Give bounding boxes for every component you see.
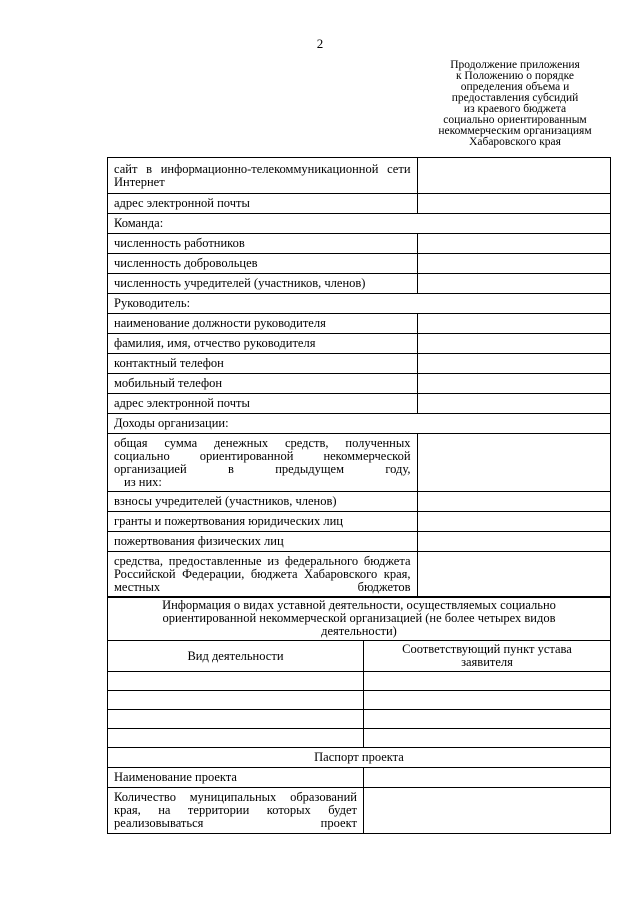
appendix-line: определения объема и (460, 81, 570, 93)
table-row (108, 672, 611, 691)
row-label-founder-fees: взносы учредителей (участников, членов) (108, 492, 418, 512)
passport-heading: Паспорт проекта (108, 748, 611, 768)
value-cell-legal-grants (417, 512, 610, 532)
organization-info-table (107, 157, 611, 598)
row-label-contact-phone: контактный телефон (108, 354, 418, 374)
appendix-line: предоставления субсидий (451, 92, 579, 104)
value-cell-email (417, 194, 610, 214)
row-label-mobile-phone: мобильный телефон (108, 374, 418, 394)
section-label-head: Руководитель: (108, 294, 611, 314)
row-label-email: адрес электронной почты (108, 194, 418, 214)
table-row (108, 274, 611, 294)
table-row (108, 158, 611, 194)
row-label-website: сайт в информационно-телекоммуникационной сети Интернет (108, 158, 418, 194)
value-cell-founder-fees (417, 492, 610, 512)
row-label-income-of-which: из них: (124, 474, 162, 489)
row-label-individual-donations: пожертвования физических лиц (108, 532, 418, 552)
passport-heading-row (108, 748, 611, 768)
row-label-budget-funds: средства, предоставленные из федерального бюджета Российской Федерации, бюджета Хабаровского края, местных бюджетов (108, 552, 418, 598)
row-label-municipalities: Количество муниципальных образований края, на территории которых будет реализовываться проект (108, 788, 364, 834)
value-cell-head-email (417, 394, 610, 414)
row-label-project-name: Наименование проекта (108, 768, 364, 788)
value-cell-head-position (417, 314, 610, 334)
section-row-income (108, 414, 611, 434)
activities-heading: Информация о видах уставной деятельности, осуществляемых социально ориентированной некоммерческой организацией (не более четырех видов деятельности) (108, 597, 611, 641)
value-cell-founders (417, 274, 610, 294)
charter-cell (363, 710, 610, 729)
value-cell-municipalities (363, 788, 610, 834)
appendix-line: социально ориентированным (443, 114, 587, 126)
table-row (108, 768, 611, 788)
appendix-line: Продолжение приложения (450, 59, 580, 71)
section-label-team: Команда: (108, 214, 611, 234)
row-label-income-total: общая сумма денежных средств, полученных социально ориентированной некоммерческой организацией в предыдущем году, (114, 435, 411, 476)
value-cell-website (417, 158, 610, 194)
value-cell-budget-funds (417, 552, 610, 598)
row-label-legal-grants: гранты и пожертвования юридических лиц (108, 512, 418, 532)
table-row (108, 374, 611, 394)
column-header-charter: Соответствующий пункт устава заявителя (363, 641, 610, 672)
value-cell-employees (417, 234, 610, 254)
section-label-income: Доходы организации: (108, 414, 611, 434)
column-header-activity: Вид деятельности (108, 641, 364, 672)
value-cell-head-name (417, 334, 610, 354)
table-row (108, 354, 611, 374)
activity-cell (108, 691, 364, 710)
table-row (108, 394, 611, 414)
value-cell-income-total (417, 434, 610, 492)
charter-cell (363, 729, 610, 748)
charter-cell (363, 691, 610, 710)
appendix-line: из краевого бюджета (463, 103, 567, 115)
row-label-volunteers: численность добровольцев (108, 254, 418, 274)
page-number: 2 (316, 36, 324, 51)
table-row (108, 512, 611, 532)
appendix-line: некоммерческим организациям (438, 125, 592, 137)
value-cell-volunteers (417, 254, 610, 274)
table-row (108, 234, 611, 254)
table-row (108, 710, 611, 729)
value-cell-project-name (363, 768, 610, 788)
section-row-head (108, 294, 611, 314)
table-row (108, 788, 611, 834)
section-row-team (108, 214, 611, 234)
appendix-line: к Положению о порядке (455, 70, 575, 82)
table-row (108, 691, 611, 710)
value-cell-contact-phone (417, 354, 610, 374)
table-row (108, 492, 611, 512)
table-row (108, 532, 611, 552)
row-label-head-position: наименование должности руководителя (108, 314, 418, 334)
value-cell-individual-donations (417, 532, 610, 552)
activities-header-row (108, 641, 611, 672)
activities-passport-table (107, 596, 611, 834)
activity-cell (108, 672, 364, 691)
table-row (108, 254, 611, 274)
row-label-head-name: фамилия, имя, отчество руководителя (108, 334, 418, 354)
activities-heading-row (108, 597, 611, 641)
table-row (108, 552, 611, 598)
activity-cell (108, 710, 364, 729)
income-total-cell (108, 434, 418, 492)
table-row (108, 314, 611, 334)
activity-cell (108, 729, 364, 748)
row-label-employees: численность работников (108, 234, 418, 254)
charter-cell (363, 672, 610, 691)
row-label-head-email: адрес электронной почты (108, 394, 418, 414)
table-row (108, 334, 611, 354)
table-row (108, 434, 611, 492)
value-cell-mobile-phone (417, 374, 610, 394)
row-label-founders: численность учредителей (участников, членов) (108, 274, 418, 294)
appendix-line: Хабаровского края (469, 136, 561, 148)
table-row (108, 729, 611, 748)
appendix-heading (420, 60, 610, 148)
table-row (108, 194, 611, 214)
